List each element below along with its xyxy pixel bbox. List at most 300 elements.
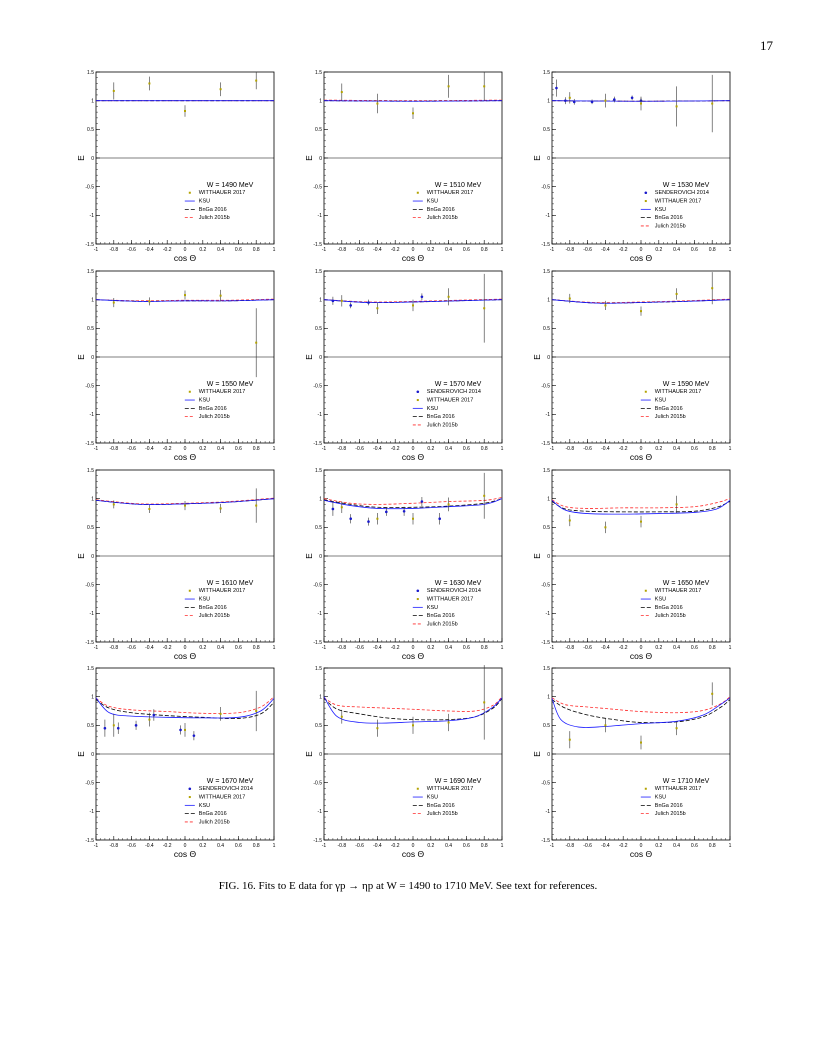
- panel-title: W = 1670 MeV: [206, 778, 254, 786]
- data-point-senderovich: [349, 517, 352, 520]
- y-tick-label: -0.5: [541, 780, 550, 787]
- x-tick-label: -0.8: [109, 446, 119, 452]
- chart-panel: [532, 70, 732, 263]
- y-tick-label: 0.5: [87, 525, 94, 532]
- data-point-senderovich: [367, 520, 370, 523]
- y-tick-label: 0: [91, 354, 94, 361]
- y-tick-label: 0: [547, 354, 550, 361]
- x-tick-label: -0.8: [565, 247, 575, 253]
- panel-title: W = 1650 MeV: [662, 580, 710, 588]
- legend-entry: Julich 2015b: [198, 819, 230, 826]
- legend-entry: BnGa 2016: [198, 206, 227, 213]
- x-tick-label: 0: [411, 645, 415, 651]
- y-axis-label: E: [76, 553, 86, 559]
- y-tick-label: 1.5: [315, 467, 322, 474]
- legend-entry: SENDEROVICH 2014: [198, 786, 253, 793]
- y-tick-label: 1.5: [543, 665, 550, 672]
- x-tick-label: 0.8: [252, 843, 260, 849]
- y-tick-label: 0: [547, 751, 550, 758]
- x-axis-label: cos Θ: [401, 849, 425, 859]
- chart-panel: [304, 70, 504, 263]
- x-tick-label: 0.4: [217, 645, 225, 651]
- x-tick-label: 0.8: [252, 446, 260, 452]
- y-tick-label: 1: [91, 496, 94, 503]
- x-tick-label: -0.4: [373, 843, 382, 849]
- y-tick-label: -1: [545, 213, 550, 220]
- legend-entry: BnGa 2016: [654, 215, 683, 222]
- x-axis-label: cos Θ: [401, 452, 425, 462]
- y-tick-label: -0.5: [85, 383, 94, 390]
- x-tick-label: -1: [549, 247, 555, 253]
- data-point-witthauer: [448, 503, 450, 505]
- y-tick-label: 0.5: [87, 723, 94, 730]
- legend-entry: WITTHAUER 2017: [198, 389, 246, 396]
- x-tick-label: -0.2: [618, 446, 628, 452]
- y-tick-label: -1: [545, 611, 550, 618]
- x-tick-label: 0.4: [673, 446, 681, 452]
- y-axis-label: E: [532, 354, 542, 360]
- data-point-witthauer: [341, 506, 343, 508]
- legend-marker-witthauer: [189, 590, 191, 592]
- data-point-witthauer: [255, 80, 257, 82]
- data-point-witthauer: [483, 495, 485, 497]
- x-tick-label: 0.4: [445, 843, 453, 849]
- data-point-witthauer: [640, 310, 642, 312]
- data-point-witthauer: [220, 88, 222, 90]
- y-tick-label: -0.5: [313, 582, 322, 589]
- y-tick-label: -0.5: [541, 383, 550, 390]
- x-tick-label: -1: [321, 645, 327, 651]
- x-tick-label: 1: [500, 645, 504, 651]
- y-tick-label: 1: [319, 694, 322, 701]
- x-tick-label: -0.2: [618, 247, 628, 253]
- data-point-witthauer: [604, 526, 606, 528]
- data-point-witthauer: [711, 103, 713, 105]
- x-tick-label: -0.8: [109, 843, 119, 849]
- x-tick-label: -0.4: [373, 645, 382, 651]
- y-tick-label: -1: [317, 611, 322, 618]
- y-tick-label: 1.5: [87, 665, 94, 672]
- x-tick-label: 0.8: [480, 446, 488, 452]
- x-tick-label: -1: [93, 645, 99, 651]
- legend-entry: SENDEROVICH 2014: [426, 588, 481, 595]
- y-tick-label: -1: [89, 809, 94, 816]
- y-axis-label: E: [76, 354, 86, 360]
- data-point-witthauer: [148, 82, 150, 84]
- x-tick-label: 0: [183, 843, 187, 849]
- legend-entry: KSU: [654, 397, 667, 404]
- x-tick-label: -0.8: [565, 446, 575, 452]
- legend-marker-witthauer: [189, 391, 191, 393]
- x-axis-label: cos Θ: [629, 651, 653, 661]
- legend-marker-witthauer: [417, 192, 419, 194]
- y-tick-label: 1: [547, 297, 550, 304]
- x-tick-label: 0: [411, 843, 415, 849]
- y-tick-label: -1: [545, 412, 550, 419]
- y-tick-label: -1: [317, 213, 322, 220]
- x-tick-label: 1: [272, 446, 276, 452]
- data-point-senderovich: [573, 101, 576, 104]
- x-tick-label: 0.6: [462, 645, 470, 651]
- x-tick-label: -0.6: [127, 843, 136, 849]
- y-tick-label: -1.5: [85, 241, 94, 248]
- y-tick-label: -1.5: [85, 639, 94, 646]
- y-tick-label: 0: [319, 553, 322, 560]
- data-point-senderovich: [367, 301, 370, 304]
- x-tick-label: 0: [639, 446, 643, 452]
- data-point-witthauer: [376, 307, 378, 309]
- data-point-senderovich: [438, 517, 441, 520]
- x-tick-label: 1: [272, 645, 276, 651]
- legend-entry: KSU: [654, 794, 667, 801]
- y-tick-label: -0.5: [541, 582, 550, 589]
- y-tick-label: 0: [547, 553, 550, 560]
- data-point-witthauer: [220, 507, 222, 509]
- x-tick-label: -0.2: [618, 645, 628, 651]
- data-point-witthauer: [676, 293, 678, 295]
- data-point-senderovich: [117, 727, 120, 730]
- x-tick-label: -0.4: [373, 247, 382, 253]
- legend-entry: KSU: [198, 198, 211, 205]
- x-tick-label: 0.4: [445, 446, 453, 452]
- y-tick-label: -1.5: [541, 837, 550, 844]
- legend-marker-senderovich: [417, 589, 420, 592]
- data-point-senderovich: [421, 296, 424, 299]
- x-tick-label: 0.8: [480, 645, 488, 651]
- x-axis-label: cos Θ: [173, 651, 197, 661]
- x-axis-label: cos Θ: [173, 253, 197, 263]
- x-axis-label: cos Θ: [401, 253, 425, 263]
- data-point-senderovich: [385, 511, 388, 514]
- x-tick-label: 0.6: [462, 247, 470, 253]
- y-tick-label: 0.5: [315, 723, 322, 730]
- data-point-senderovich: [613, 98, 616, 101]
- legend-entry: BnGa 2016: [426, 414, 455, 421]
- data-point-senderovich: [179, 729, 182, 732]
- y-tick-label: -0.5: [85, 184, 94, 191]
- x-tick-label: -0.8: [337, 247, 347, 253]
- x-tick-label: -0.8: [109, 247, 119, 253]
- legend-entry: BnGa 2016: [426, 206, 455, 213]
- x-tick-label: 0.2: [655, 446, 663, 452]
- legend-entry: WITTHAUER 2017: [654, 786, 702, 793]
- x-tick-label: 0.4: [445, 247, 453, 253]
- x-tick-label: 1: [728, 645, 732, 651]
- x-tick-label: 0.6: [690, 446, 698, 452]
- panel-title: W = 1530 MeV: [662, 182, 710, 190]
- data-point-witthauer: [604, 100, 606, 102]
- x-tick-label: 0.4: [673, 247, 681, 253]
- data-point-witthauer: [412, 724, 414, 726]
- y-tick-label: -0.5: [541, 184, 550, 191]
- y-tick-label: -0.5: [313, 383, 322, 390]
- legend-entry: Julich 2015b: [654, 811, 686, 818]
- legend-entry: WITTHAUER 2017: [654, 389, 702, 396]
- x-tick-label: 0.8: [480, 247, 488, 253]
- x-axis-label: cos Θ: [173, 452, 197, 462]
- legend-entry: KSU: [426, 405, 439, 412]
- y-tick-label: 1: [91, 297, 94, 304]
- x-tick-label: 0.8: [252, 645, 260, 651]
- y-tick-label: 0.5: [87, 326, 94, 333]
- data-point-witthauer: [148, 300, 150, 302]
- legend-entry: WITTHAUER 2017: [426, 786, 474, 793]
- legend-entry: Julich 2015b: [654, 613, 686, 620]
- x-tick-label: 0: [183, 446, 187, 452]
- y-tick-label: 0.5: [315, 326, 322, 333]
- x-tick-label: -0.2: [162, 843, 172, 849]
- data-point-witthauer: [341, 300, 343, 302]
- legend-marker-witthauer: [645, 590, 647, 592]
- y-tick-label: -1: [545, 809, 550, 816]
- y-tick-label: -1: [317, 809, 322, 816]
- y-tick-label: 1.5: [543, 268, 550, 275]
- legend-marker-witthauer: [645, 788, 647, 790]
- x-tick-label: -0.4: [601, 843, 610, 849]
- x-tick-label: 0: [639, 247, 643, 253]
- legend-entry: BnGa 2016: [654, 405, 683, 412]
- data-point-senderovich: [591, 101, 594, 104]
- chart-panel: [76, 70, 276, 263]
- y-tick-label: -1.5: [541, 440, 550, 447]
- x-tick-label: -0.8: [109, 645, 119, 651]
- y-tick-label: 1.5: [315, 69, 322, 76]
- data-point-witthauer: [711, 287, 713, 289]
- legend-entry: BnGa 2016: [426, 802, 455, 809]
- y-axis-label: E: [304, 354, 314, 360]
- chart-panel: [304, 665, 504, 859]
- x-tick-label: -0.2: [390, 247, 400, 253]
- data-point-witthauer: [569, 298, 571, 300]
- y-tick-label: -1.5: [85, 440, 94, 447]
- y-tick-label: 1: [319, 297, 322, 304]
- legend-entry: BnGa 2016: [654, 802, 683, 809]
- y-axis-label: E: [304, 553, 314, 559]
- legend-entry: WITTHAUER 2017: [426, 190, 474, 197]
- page-number: 17: [760, 38, 773, 53]
- y-tick-label: -0.5: [85, 582, 94, 589]
- x-tick-label: 0.8: [708, 247, 716, 253]
- x-tick-label: 0.2: [427, 645, 435, 651]
- legend-entry: Julich 2015b: [426, 215, 458, 222]
- x-tick-label: -0.4: [145, 446, 154, 452]
- x-tick-label: 0: [183, 247, 187, 253]
- data-point-senderovich: [403, 510, 406, 513]
- x-tick-label: 0.8: [252, 247, 260, 253]
- legend-entry: BnGa 2016: [426, 613, 455, 620]
- y-tick-label: 0: [91, 751, 94, 758]
- data-point-senderovich: [104, 727, 107, 730]
- x-tick-label: 1: [728, 247, 732, 253]
- y-tick-label: 1.5: [87, 268, 94, 275]
- legend-entry: Julich 2015b: [198, 215, 230, 222]
- y-tick-label: 0.5: [543, 723, 550, 730]
- data-point-witthauer: [676, 727, 678, 729]
- x-tick-label: 0.2: [199, 645, 207, 651]
- x-tick-label: -0.2: [162, 446, 172, 452]
- legend-entry: KSU: [426, 794, 439, 801]
- y-tick-label: -0.5: [85, 780, 94, 787]
- y-axis-label: E: [76, 751, 86, 757]
- y-tick-label: 1.5: [543, 467, 550, 474]
- x-tick-label: 0.4: [445, 645, 453, 651]
- x-axis-label: cos Θ: [629, 253, 653, 263]
- panel-title: W = 1690 MeV: [434, 778, 482, 786]
- x-tick-label: -0.4: [145, 843, 154, 849]
- x-tick-label: -0.2: [618, 843, 628, 849]
- x-tick-label: 0.4: [217, 446, 225, 452]
- y-tick-label: -1: [317, 412, 322, 419]
- legend-entry: Julich 2015b: [198, 414, 230, 421]
- y-tick-label: 0.5: [315, 127, 322, 134]
- x-tick-label: -0.8: [337, 645, 347, 651]
- panel-title: W = 1630 MeV: [434, 580, 482, 588]
- panel-title: W = 1570 MeV: [434, 381, 482, 389]
- data-point-witthauer: [412, 304, 414, 306]
- data-point-witthauer: [184, 729, 186, 731]
- y-tick-label: -1.5: [541, 241, 550, 248]
- x-axis-label: cos Θ: [173, 849, 197, 859]
- y-tick-label: 1.5: [87, 467, 94, 474]
- y-axis-label: E: [304, 155, 314, 161]
- x-tick-label: -1: [321, 247, 327, 253]
- data-point-witthauer: [376, 518, 378, 520]
- data-point-witthauer: [113, 503, 115, 505]
- legend-entry: WITTHAUER 2017: [198, 190, 246, 197]
- y-tick-label: -1.5: [313, 440, 322, 447]
- x-tick-label: -1: [93, 247, 99, 253]
- legend-entry: Julich 2015b: [654, 223, 686, 230]
- x-tick-label: 0.2: [199, 446, 207, 452]
- x-axis-label: cos Θ: [629, 849, 653, 859]
- x-tick-label: -1: [549, 446, 555, 452]
- data-point-senderovich: [631, 97, 634, 100]
- y-tick-label: 1: [547, 694, 550, 701]
- legend-entry: WITTHAUER 2017: [426, 596, 474, 603]
- legend-entry: BnGa 2016: [198, 811, 227, 818]
- x-tick-label: 0.2: [199, 843, 207, 849]
- data-point-witthauer: [376, 727, 378, 729]
- legend-entry: Julich 2015b: [654, 414, 686, 421]
- legend-marker-witthauer: [189, 796, 191, 798]
- x-tick-label: 1: [272, 843, 276, 849]
- y-tick-label: -1.5: [313, 837, 322, 844]
- y-tick-label: -1.5: [313, 639, 322, 646]
- data-point-witthauer: [220, 295, 222, 297]
- x-tick-label: 0.2: [655, 645, 663, 651]
- data-point-senderovich: [421, 500, 424, 503]
- legend-marker-witthauer: [645, 200, 647, 202]
- x-tick-label: -0.6: [583, 645, 592, 651]
- y-tick-label: -1.5: [85, 837, 94, 844]
- x-tick-label: 0.2: [655, 843, 663, 849]
- legend-entry: KSU: [654, 206, 667, 213]
- x-tick-label: -0.2: [390, 446, 400, 452]
- y-tick-label: 1.5: [543, 69, 550, 76]
- data-point-senderovich: [555, 87, 558, 90]
- data-point-senderovich: [193, 734, 196, 737]
- legend-marker-witthauer: [189, 192, 191, 194]
- x-tick-label: -0.8: [337, 843, 347, 849]
- data-point-witthauer: [448, 721, 450, 723]
- y-tick-label: 0: [319, 354, 322, 361]
- y-tick-label: 0: [547, 155, 550, 162]
- chart-panel: [304, 468, 504, 661]
- chart-panel: [532, 269, 732, 462]
- data-point-witthauer: [640, 521, 642, 523]
- legend-marker-witthauer: [417, 598, 419, 600]
- legend-entry: BnGa 2016: [198, 405, 227, 412]
- panel-title: W = 1550 MeV: [206, 381, 254, 389]
- x-tick-label: -0.6: [583, 843, 592, 849]
- y-axis-label: E: [532, 155, 542, 161]
- x-tick-label: 0: [411, 247, 415, 253]
- x-tick-label: -1: [549, 843, 555, 849]
- x-tick-label: -0.6: [583, 446, 592, 452]
- y-tick-label: 1: [547, 98, 550, 105]
- x-tick-label: 0.6: [234, 843, 242, 849]
- x-tick-label: -1: [93, 843, 99, 849]
- data-point-witthauer: [483, 307, 485, 309]
- x-tick-label: -0.4: [601, 645, 610, 651]
- y-tick-label: 0.5: [543, 525, 550, 532]
- x-tick-label: -0.6: [127, 446, 136, 452]
- y-tick-label: -1: [89, 611, 94, 618]
- data-point-witthauer: [184, 294, 186, 296]
- data-point-witthauer: [255, 710, 257, 712]
- data-point-witthauer: [640, 103, 642, 105]
- data-point-witthauer: [255, 342, 257, 344]
- data-point-witthauer: [711, 693, 713, 695]
- legend-entry: Julich 2015b: [426, 621, 458, 628]
- y-tick-label: 0.5: [87, 127, 94, 134]
- x-tick-label: -0.6: [127, 645, 136, 651]
- y-tick-label: -1.5: [313, 241, 322, 248]
- legend-entry: Julich 2015b: [426, 422, 458, 429]
- data-point-witthauer: [569, 739, 571, 741]
- x-tick-label: 0.2: [199, 247, 207, 253]
- y-tick-label: 0.5: [543, 326, 550, 333]
- y-axis-label: E: [76, 155, 86, 161]
- x-tick-label: 0.6: [234, 247, 242, 253]
- x-tick-label: -0.8: [565, 843, 575, 849]
- data-point-senderovich: [332, 300, 335, 303]
- y-tick-label: 0: [319, 751, 322, 758]
- panel-title: W = 1490 MeV: [206, 182, 254, 190]
- data-point-witthauer: [148, 719, 150, 721]
- chart-panel: [76, 468, 276, 661]
- x-tick-label: 0.2: [427, 843, 435, 849]
- data-point-witthauer: [255, 505, 257, 507]
- panel-title: W = 1510 MeV: [434, 182, 482, 190]
- data-point-witthauer: [412, 518, 414, 520]
- legend-entry: KSU: [198, 596, 211, 603]
- data-point-witthauer: [569, 519, 571, 521]
- x-tick-label: 1: [728, 843, 732, 849]
- data-point-senderovich: [135, 724, 138, 727]
- legend-marker-senderovich: [189, 787, 192, 790]
- x-tick-label: -0.2: [390, 645, 400, 651]
- x-tick-label: -0.8: [565, 645, 575, 651]
- data-point-senderovich: [564, 99, 567, 102]
- y-tick-label: -0.5: [313, 184, 322, 191]
- x-tick-label: -0.6: [355, 645, 364, 651]
- x-tick-label: 1: [500, 446, 504, 452]
- x-tick-label: -1: [321, 843, 327, 849]
- x-tick-label: 0.2: [655, 247, 663, 253]
- y-tick-label: 1.5: [315, 268, 322, 275]
- x-tick-label: 1: [272, 247, 276, 253]
